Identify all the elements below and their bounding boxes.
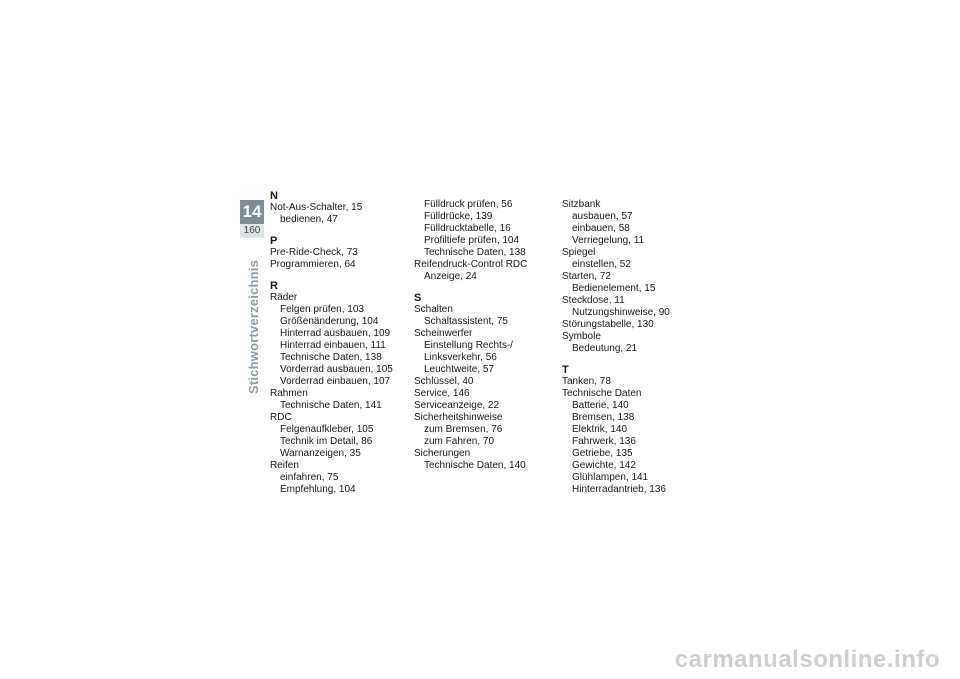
index-entry: Reifen bbox=[270, 460, 299, 471]
index-subentry: einstellen, 52 bbox=[572, 259, 631, 270]
chapter-title: Stichwortverzeichnis bbox=[246, 259, 261, 394]
index-subentry: Fülldrücke, 139 bbox=[424, 211, 493, 222]
index-subentry: Linksverkehr, 56 bbox=[424, 352, 497, 363]
index-subentry: Bedienelement, 15 bbox=[572, 283, 656, 294]
index-entry: Störungstabelle, 130 bbox=[562, 319, 654, 330]
watermark: carmanualsonline.info bbox=[674, 646, 940, 673]
index-entry: RDC bbox=[270, 412, 292, 423]
index-entry: Steckdose, 11 bbox=[562, 295, 625, 306]
index-column-1 bbox=[270, 191, 410, 496]
index-subentry: Bedeutung, 21 bbox=[572, 343, 638, 354]
index-subentry: Empfehlung, 104 bbox=[280, 484, 356, 495]
index-subentry: Schaltassistent, 75 bbox=[424, 316, 508, 327]
index-entry: Programmieren, 64 bbox=[270, 259, 356, 270]
index-subentry: Fahrwerk, 136 bbox=[572, 436, 636, 447]
index-entry: Not-Aus-Schalter, 15 bbox=[270, 202, 363, 213]
index-letter: P bbox=[270, 235, 278, 247]
index-subentry: bedienen, 47 bbox=[280, 214, 338, 225]
index-subentry: Fülldruck prüfen, 56 bbox=[424, 199, 513, 210]
index-entry: Schlüssel, 40 bbox=[414, 376, 474, 387]
index-subentry: Fülldrucktabelle, 16 bbox=[424, 223, 511, 234]
index-subentry: Leuchtweite, 57 bbox=[424, 364, 495, 375]
index-letter: S bbox=[414, 292, 422, 304]
index-subentry: Einstellung Rechts-/ bbox=[424, 340, 513, 351]
index-subentry: Profiltiefe prüfen, 104 bbox=[424, 235, 520, 246]
index-entry: Reifendruck-Control RDC bbox=[414, 259, 528, 270]
index-subentry: Felgenaufkleber, 105 bbox=[280, 424, 374, 435]
index-subentry: Vorderrad ausbauen, 105 bbox=[280, 364, 393, 375]
index-entry: Spiegel bbox=[562, 247, 596, 258]
index-entry: Tanken, 78 bbox=[562, 376, 611, 387]
index-subentry: Hinterrad ausbauen, 109 bbox=[280, 328, 391, 339]
index-subentry: einbauen, 58 bbox=[572, 223, 630, 234]
index-subentry: Technische Daten, 138 bbox=[424, 247, 526, 258]
index-entry: Räder bbox=[270, 292, 298, 303]
index-subentry: Getriebe, 135 bbox=[572, 448, 633, 459]
index-subentry: Technik im Detail, 86 bbox=[280, 436, 373, 447]
index-column-2 bbox=[414, 199, 554, 472]
index-entry: Rahmen bbox=[270, 388, 308, 399]
index-entry: Symbole bbox=[562, 331, 601, 342]
index-subentry: zum Bremsen, 76 bbox=[424, 424, 503, 435]
index-entry: Starten, 72 bbox=[562, 271, 611, 282]
index-entry: Pre-Ride-Check, 73 bbox=[270, 247, 358, 258]
index-entry: Sicherheitshinweise bbox=[414, 412, 503, 423]
index-column-3 bbox=[562, 199, 702, 496]
index-subentry: ausbauen, 57 bbox=[572, 211, 633, 222]
index-subentry: Hinterradantrieb, 136 bbox=[572, 484, 666, 495]
index-subentry: Technische Daten, 141 bbox=[280, 400, 382, 411]
index-subentry: Hinterrad einbauen, 111 bbox=[280, 340, 386, 351]
index-subentry: Elektrik, 140 bbox=[572, 424, 628, 435]
index-letter: N bbox=[270, 190, 278, 202]
index-subentry: Anzeige, 24 bbox=[424, 271, 477, 282]
index-subentry: einfahren, 75 bbox=[280, 472, 339, 483]
index-entry: Sicherungen bbox=[414, 448, 471, 459]
page-number: 160 bbox=[240, 224, 264, 238]
index-entry: Service, 146 bbox=[414, 388, 470, 399]
index-entry: Sitzbank bbox=[562, 199, 601, 210]
index-subentry: Batterie, 140 bbox=[572, 400, 629, 411]
index-entry: Schalten bbox=[414, 304, 453, 315]
index-entry: Serviceanzeige, 22 bbox=[414, 400, 500, 411]
index-subentry: Vorderrad einbauen, 107 bbox=[280, 376, 391, 387]
index-entry: Technische Daten bbox=[562, 388, 642, 399]
index-letter: R bbox=[270, 280, 278, 292]
index-subentry: Nutzungshinweise, 90 bbox=[572, 307, 670, 318]
index-subentry: Technische Daten, 138 bbox=[280, 352, 382, 363]
index-subentry: Bremsen, 138 bbox=[572, 412, 635, 423]
index-subentry: Größenänderung, 104 bbox=[280, 316, 379, 327]
chapter-marker bbox=[240, 200, 264, 238]
index-subentry: Warnanzeigen, 35 bbox=[280, 448, 361, 459]
index-letter: T bbox=[562, 364, 569, 376]
index-subentry: zum Fahren, 70 bbox=[424, 436, 495, 447]
index-subentry: Verriegelung, 11 bbox=[572, 235, 645, 246]
index-entry: Scheinwerfer bbox=[414, 328, 473, 339]
index-subentry: Glühlampen, 141 bbox=[572, 472, 649, 483]
chapter-number: 14 bbox=[240, 200, 264, 224]
index-subentry: Technische Daten, 140 bbox=[424, 460, 526, 471]
index-subentry: Gewichte, 142 bbox=[572, 460, 636, 471]
index-subentry: Felgen prüfen, 103 bbox=[280, 304, 364, 315]
